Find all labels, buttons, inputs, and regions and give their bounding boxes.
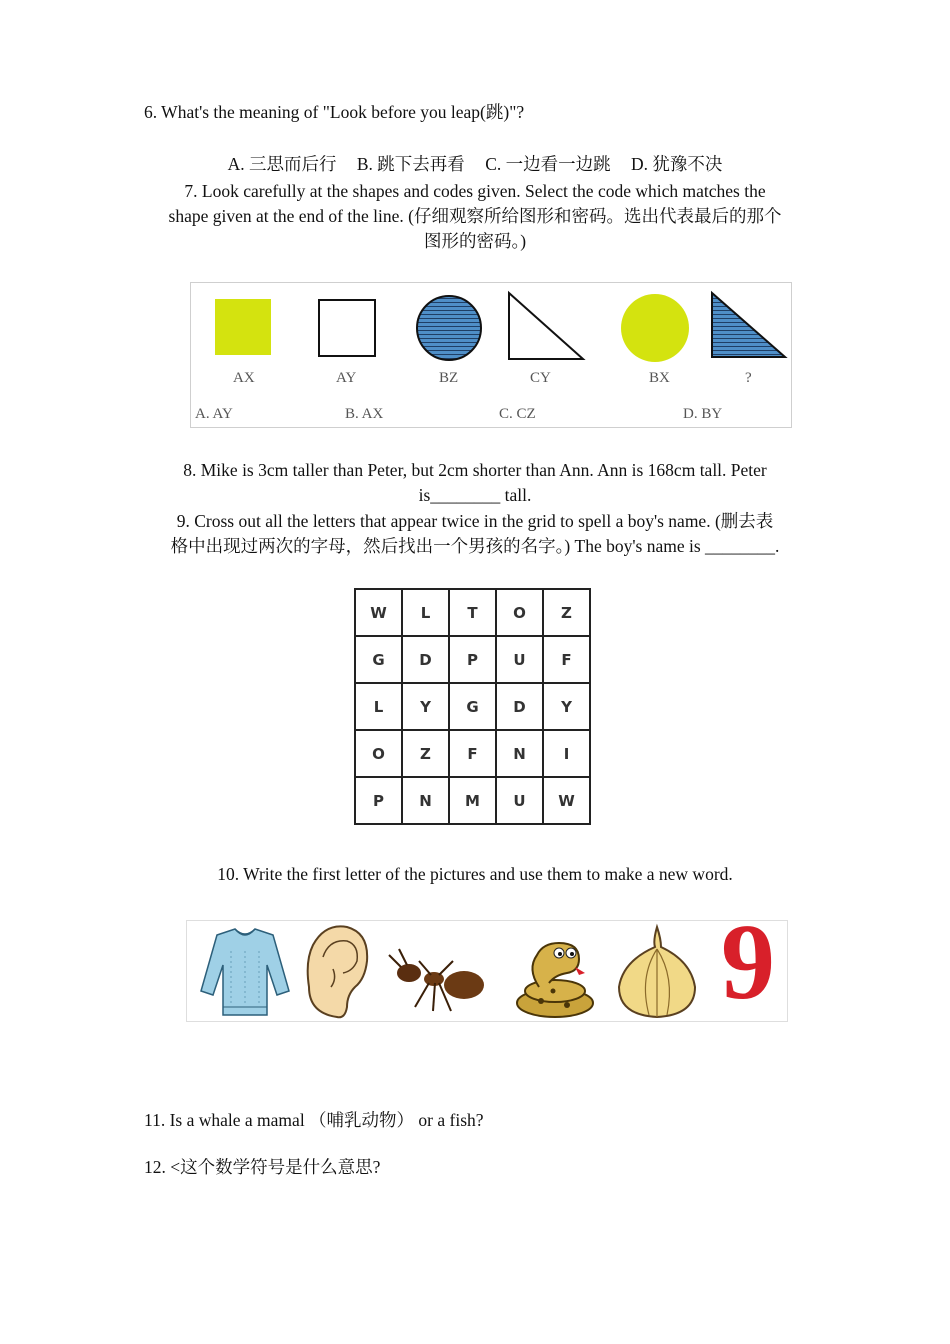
nine-digit: 9 [721, 903, 775, 1022]
q7-line-3: 图形的密码。) [423, 231, 527, 251]
q7-answer-c: C. CZ [499, 406, 536, 422]
q6-question: 6. What's the meaning of "Look before you leap(跳)"? [144, 102, 525, 122]
grid-row [355, 777, 590, 824]
snake-icon [517, 943, 593, 1017]
q6-option-d: D. 犹豫不决 [631, 154, 723, 174]
grid-row [355, 683, 590, 730]
grid-cell: Z [543, 589, 590, 636]
circle-blue-shape [417, 296, 481, 360]
q8-line-1: 8. Mike is 3cm taller than Peter, but 2cm shorter than Ann. Ann is 168cm tall. Peter [183, 460, 767, 480]
pictures-figure [186, 903, 788, 1022]
q7-answer-d: D. BY [683, 406, 723, 422]
q7-answer-b: B. AX [345, 406, 384, 422]
grid-cell: Y [402, 683, 449, 730]
code-label: BX [649, 370, 670, 386]
grid-cell: W [355, 589, 402, 636]
code-label: AX [233, 370, 255, 386]
grid-row [355, 730, 590, 777]
square-white-shape [319, 300, 375, 356]
grid-cell: T [449, 589, 496, 636]
grid-cell: L [355, 683, 402, 730]
grid-cell: O [496, 589, 543, 636]
grid-cell: I [543, 730, 590, 777]
q9-line-1: 9. Cross out all the letters that appear twice in the grid to spell a boy's name. (删去表 [176, 511, 774, 531]
code-label: ? [745, 370, 752, 386]
grid-cell: N [402, 777, 449, 824]
q6-option-b: B. 跳下去再看 [356, 154, 465, 174]
grid-cell: Y [543, 683, 590, 730]
q8-line-2: is________ tall. [418, 485, 532, 505]
grid-cell: L [402, 589, 449, 636]
grid-cell: M [449, 777, 496, 824]
grid-cell: G [355, 636, 402, 683]
sweater-icon [201, 929, 289, 1015]
q12-question: 12. <这个数学符号是什么意思? [144, 1157, 381, 1177]
grid-cell: G [449, 683, 496, 730]
triangle-white-shape [509, 293, 583, 359]
grid-cell: P [449, 636, 496, 683]
code-label: AY [336, 370, 357, 386]
code-label: CY [530, 370, 551, 386]
q11-question: 11. Is a whale a mamal （哺乳动物） or a fish? [144, 1110, 484, 1130]
q6-options [0, 152, 950, 176]
circle-yellow-shape [621, 294, 689, 362]
letter-grid [354, 588, 591, 825]
grid-cell: F [449, 730, 496, 777]
grid-row [355, 589, 590, 636]
q7-line-2: shape given at the end of the line. (仔细观察所给图形和密码。选出代表最后的那个 [168, 206, 782, 226]
grid-cell: Z [402, 730, 449, 777]
q9-line-2: 格中出现过两次的字母，然后找出一个男孩的名字。) The boy's name is ________. [170, 536, 780, 556]
grid-cell: P [355, 777, 402, 824]
q7-line-1: 7. Look carefully at the shapes and codes given. Select the code which matches the [184, 181, 766, 201]
q6-option-a: A. 三思而后行 [227, 154, 337, 174]
grid-cell: N [496, 730, 543, 777]
onion-icon [619, 927, 695, 1017]
grid-cell: D [496, 683, 543, 730]
triangle-blue-shape [712, 293, 785, 357]
q7-answer-a: A. AY [195, 406, 233, 422]
grid-cell: O [355, 730, 402, 777]
q6-option-c: C. 一边看一边跳 [485, 154, 611, 174]
grid-cell: U [496, 636, 543, 683]
ear-icon [308, 926, 368, 1017]
q10-question: 10. Write the first letter of the pictures and use them to make a new word. [217, 864, 733, 884]
grid-cell: D [402, 636, 449, 683]
code-label: BZ [439, 370, 459, 386]
shapes-figure [190, 282, 792, 428]
grid-row [355, 636, 590, 683]
grid-cell: W [543, 777, 590, 824]
grid-cell: F [543, 636, 590, 683]
grid-cell: U [496, 777, 543, 824]
pictures-svg [187, 921, 787, 1021]
square-yellow-shape [215, 299, 271, 355]
ant-icon [389, 949, 484, 1011]
